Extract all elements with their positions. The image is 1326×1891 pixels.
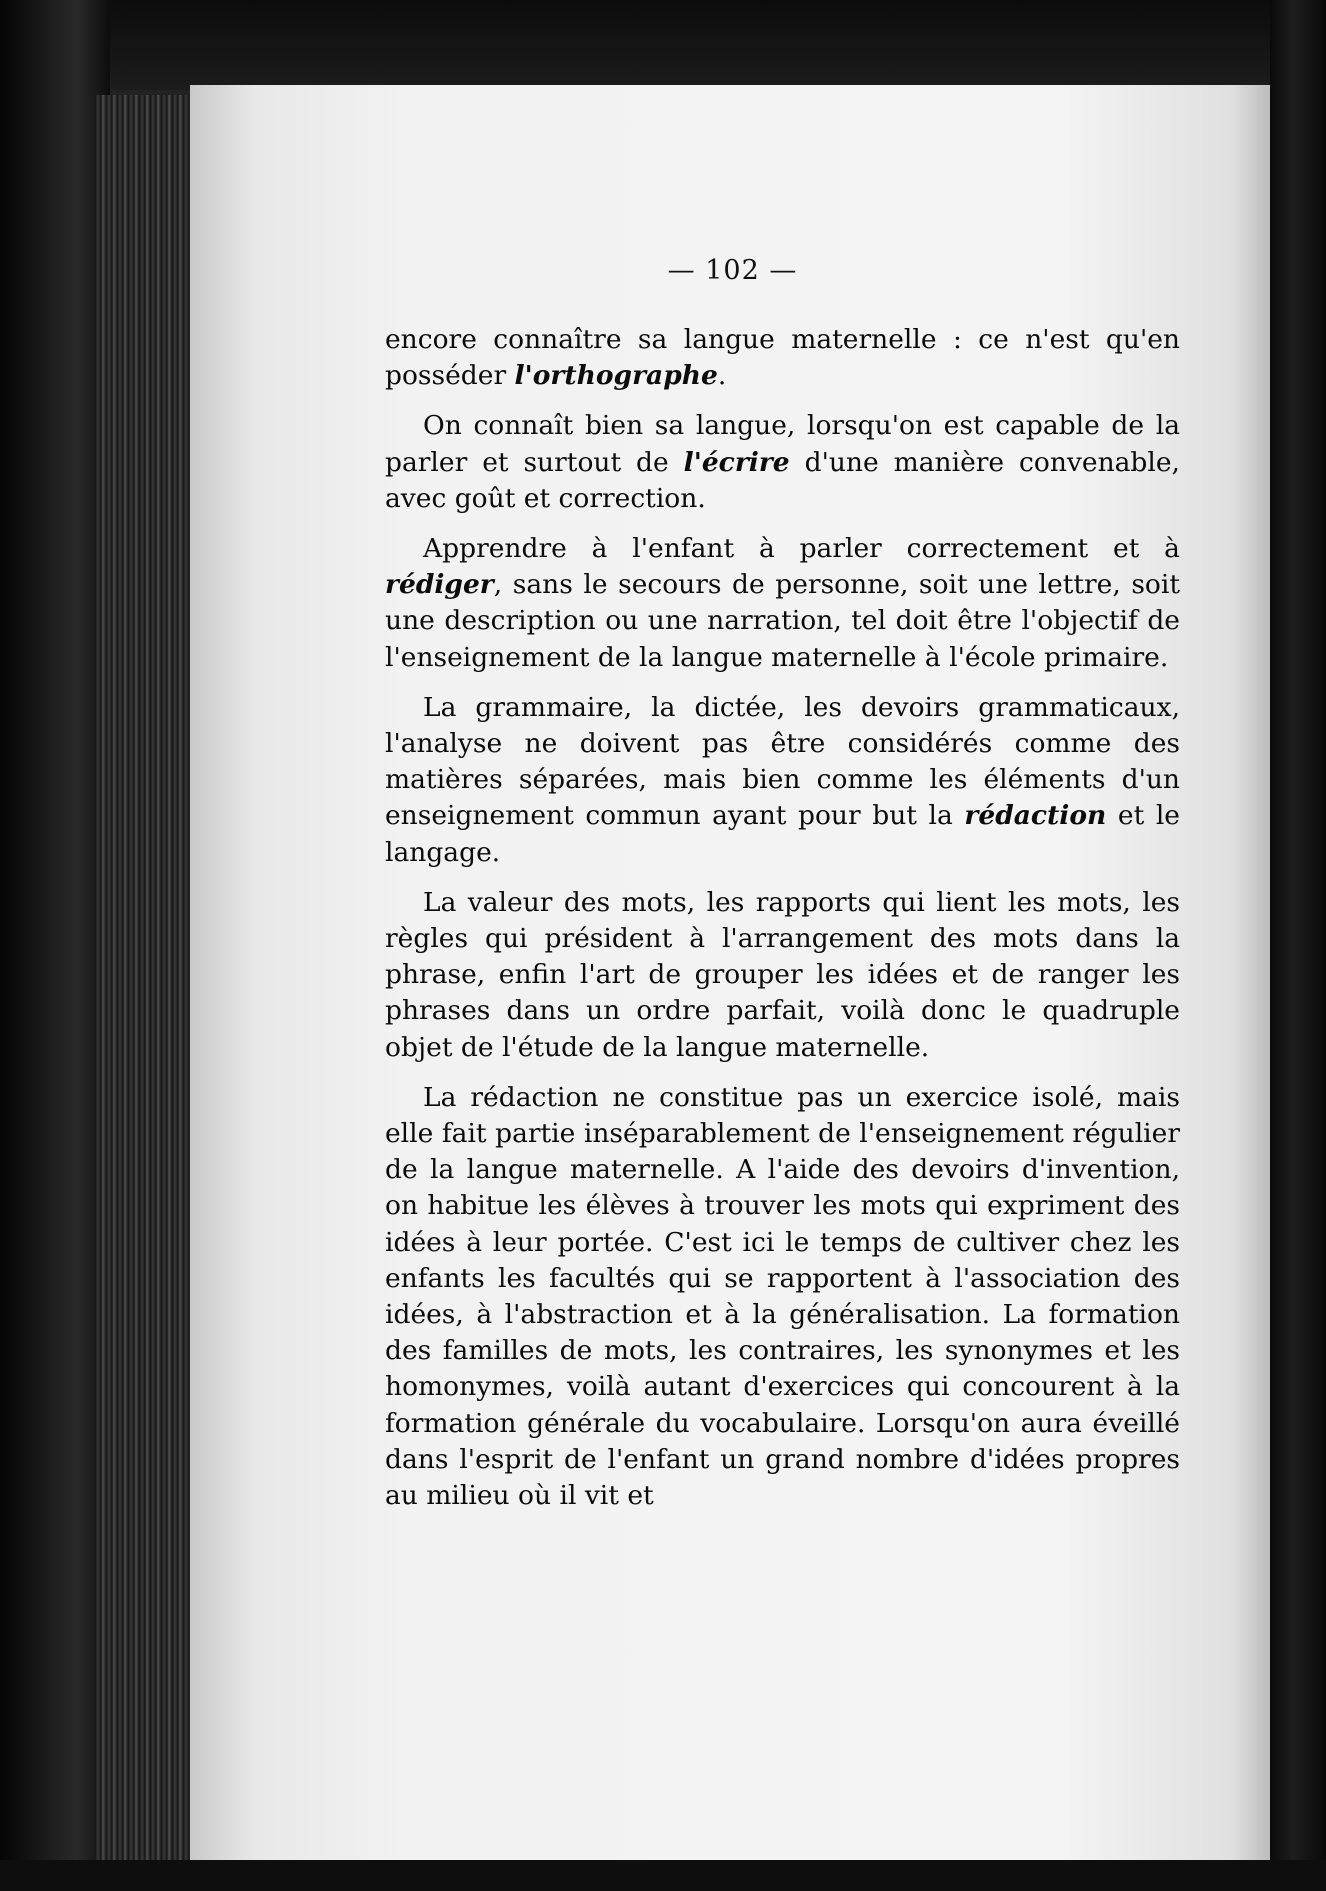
text-run: . (717, 360, 727, 392)
text-run: d'une manière convenable, avec goût et correction. (385, 446, 1180, 514)
book-spine-page-edges (95, 95, 195, 1875)
text-run: , sans le secours de personne, soit une lettre, soit une description ou une narration, tel doit être l'objectif de l'enseignement de la langue maternelle à l'école primaire. (385, 569, 1180, 673)
scan-left-border (0, 0, 110, 1891)
text-run: La valeur des mots, les rapports qui lient les mots, les règles qui président à l'arrangement des mots dans la phrase, enfin l'art de grouper les idées et de ranger les phrases dans un ordre parfait, voilà donc le quadruple objet de l'étude de la langue maternelle. (385, 886, 1180, 1063)
text-run: encore connaître sa langue maternelle : ce n'est qu'en posséder (385, 324, 1180, 392)
italic-term: l'écrire (683, 446, 790, 478)
paragraph (385, 690, 1180, 871)
paragraph (385, 1080, 1180, 1514)
body-text (385, 322, 1180, 1528)
italic-term: l'orthographe (514, 360, 718, 392)
paragraph (385, 408, 1180, 517)
text-run: On connaît bien sa langue, lorsqu'on est capable de la parler et surtout de (385, 410, 1180, 478)
paragraph (385, 885, 1180, 1066)
paragraph (385, 531, 1180, 676)
text-run: La rédaction ne constitue pas un exercice isolé, mais elle fait partie inséparablement de l'enseignement régulier de la langue maternelle. A l'aide des devoirs d'invention, on habitue les élèves à trouver les mots qui expriment des idées à leur portée. C'est ici le temps de cultiver chez les enfants les facultés qui se rapportent à l'association des idées, à l'abstraction et à la généralisation. La formation des familles de mots, les contraires, les synonymes et les homonymes, voilà autant d'exercices qui concourent à la formation générale du vocabulaire. Lorsqu'on aura éveillé dans l'esprit de l'enfant un grand nombre d'idées propres au milieu où il vit et (385, 1081, 1180, 1512)
scan-top-border (0, 0, 1326, 90)
italic-term: rédaction (964, 800, 1107, 832)
italic-term: rédiger (385, 569, 494, 601)
page-number: — 102 — (667, 255, 798, 286)
scan-bottom-border (0, 1860, 1326, 1891)
scan-right-border (1270, 0, 1326, 1891)
text-run: La grammaire, la dictée, les devoirs grammaticaux, l'analyse ne doivent pas être considérés comme des matières séparées, mais bien comme les éléments d'un enseignement commun ayant pour but la (385, 691, 1180, 832)
paragraph (385, 322, 1180, 394)
text-run: et le langage. (385, 800, 1180, 868)
text-run: Apprendre à l'enfant à parler correctement et à (423, 533, 1180, 565)
